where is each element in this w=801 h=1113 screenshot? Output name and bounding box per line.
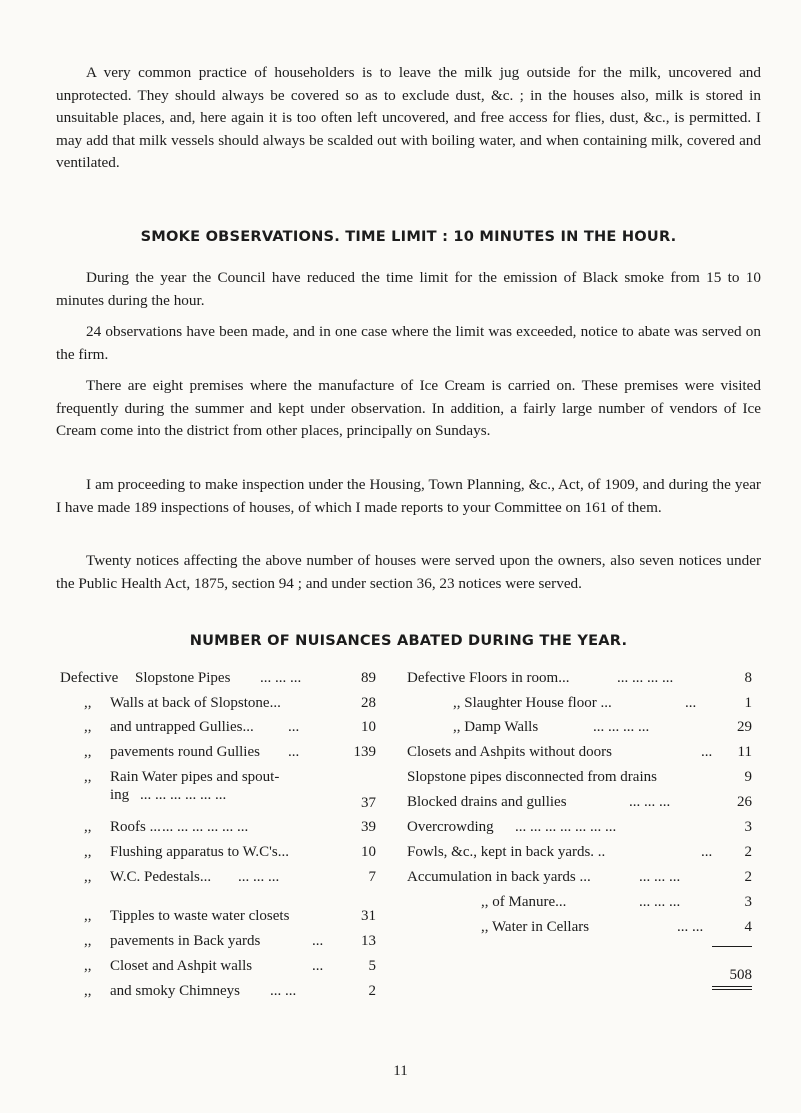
leader-dots: ... [701, 744, 713, 760]
paragraph-smoke-limit: During the year the Council have reduced the time limit for the emission of Black smoke from 15 to 10 minutes during the hour. [56, 269, 761, 309]
item-label: Closet and Ashpit walls [110, 958, 253, 974]
leader-dots: ... ... ... [260, 670, 302, 686]
item-value: 5 [368, 958, 376, 974]
item-label: Tipples to waste water closets [110, 908, 290, 924]
item-value: 4 [744, 919, 752, 935]
item-value: 29 [737, 719, 752, 735]
leader-dots: ... ... ... [238, 869, 280, 885]
item-value: 2 [744, 869, 752, 885]
item-label: Flushing apparatus to W.C's... [110, 844, 289, 860]
leader-dots: ... [685, 695, 697, 711]
item-value: 139 [353, 744, 376, 760]
ditto-mark: ,, [84, 869, 92, 885]
paragraph-ice-cream: There are eight premises where the manufacture of Ice Cream is carried on. These premises were visited frequently during the summer and kept under observation. In addition, a fairly large number of vendors of Ice Cream come into the district from other places, principally on Sundays. [56, 377, 761, 440]
ditto-mark: ,, [84, 819, 92, 835]
item-value: 39 [361, 819, 376, 835]
ditto-mark: ,, [84, 983, 92, 999]
leader-dots: ... [312, 933, 324, 949]
item-label: Blocked drains and gullies [407, 794, 567, 810]
ditto-mark: ,, [84, 769, 92, 785]
leader-dots: ... ... ... ... ... ... [140, 787, 227, 803]
leader-dots: ... ... ... [639, 894, 681, 910]
ditto-mark: ,, [84, 719, 92, 735]
ditto-mark: ,, [84, 844, 92, 860]
item-value: 1 [744, 695, 752, 711]
ditto-mark: ,, [84, 908, 92, 924]
item-value: 11 [737, 744, 752, 760]
item-label: Roofs ... [110, 819, 161, 835]
item-value: 10 [361, 844, 376, 860]
leader-dots: ... ... ... ... ... ... ... [515, 819, 617, 835]
total-value: 508 [729, 967, 752, 983]
item-label: and untrapped Gullies... [110, 719, 254, 735]
leader-dots: ... ... ... [629, 794, 671, 810]
item-value: 9 [744, 769, 752, 785]
ditto-mark: ,, [84, 958, 92, 974]
item-label: and smoky Chimneys [110, 983, 240, 999]
item-value: 28 [361, 695, 376, 711]
item-label: Defective Floors in room... [407, 670, 570, 686]
page-number: 11 [393, 1063, 408, 1079]
leader-dots: ... [312, 958, 324, 974]
item-value: 8 [744, 670, 752, 686]
item-value: 2 [368, 983, 376, 999]
item-label: Fowls, &c., kept in back yards. .. [407, 844, 606, 860]
leader-dots: ... ... [270, 983, 297, 999]
item-value: 3 [744, 819, 752, 835]
item-value: 89 [361, 670, 376, 686]
item-value: 10 [361, 719, 376, 735]
item-label: pavements in Back yards [110, 933, 261, 949]
paragraph-housing-inspections: I am proceeding to make inspection under the Housing, Town Planning, &c., Act, of 1909, and during the year I have made 189 inspections of houses, of which I made reports to your Committee on 161 of them. [56, 476, 761, 516]
item-value: 2 [744, 844, 752, 860]
ditto-mark: ,, [84, 933, 92, 949]
item-label: ,, of Manure... [481, 894, 567, 910]
ditto-mark: ,, [84, 695, 92, 711]
total-double-rule-top [712, 986, 752, 987]
item-label: W.C. Pedestals... [110, 869, 212, 885]
leader-dots: ... [701, 844, 713, 860]
item-value: 31 [361, 908, 376, 924]
heading-nuisances-abated: NUMBER OF NUISANCES ABATED DURING THE YEAR. [189, 632, 628, 649]
leader-dots: ... ... [677, 919, 704, 935]
leader-dots: ... [288, 719, 300, 735]
heading-smoke-observations: SMOKE OBSERVATIONS. TIME LIMIT : 10 MINUTES IN THE HOUR. [140, 228, 677, 245]
item-value: 7 [368, 869, 376, 885]
paragraph-notices: Twenty notices affecting the above number of houses were served upon the owners, also seven notices under the Public Health Act, 1875, section 94 ; and under section 36, 23 notices were served. [56, 552, 761, 592]
item-value: 3 [744, 894, 752, 910]
ditto-mark: ,, [84, 744, 92, 760]
item-label: Closets and Ashpits without doors [407, 744, 613, 760]
item-value: 13 [361, 933, 376, 949]
leader-dots: ... ... ... ... [617, 670, 674, 686]
item-label: ,, Damp Walls [453, 719, 539, 735]
leader-dots: ... ... ... [639, 869, 681, 885]
item-label: pavements round Gullies [110, 744, 260, 760]
item-label: Overcrowding [407, 819, 494, 835]
item-label: Slopstone Pipes [135, 670, 231, 686]
item-label: ,, Water in Cellars [481, 919, 590, 935]
row-prefix: Defective [60, 670, 119, 686]
leader-dots: ... ... ... ... ... ... [162, 819, 249, 835]
sum-rule [712, 946, 752, 947]
item-value: 37 [361, 795, 376, 811]
item-label: ,, Slaughter House floor ... [453, 695, 612, 711]
leader-dots: ... ... ... ... [593, 719, 650, 735]
item-value: 26 [737, 794, 752, 810]
item-label: Accumulation in back yards ... [407, 869, 591, 885]
item-label-continued: ing [110, 787, 130, 803]
item-label: Walls at back of Slopstone... [110, 695, 281, 711]
item-label: Slopstone pipes disconnected from drains [407, 769, 657, 785]
leader-dots: ... [288, 744, 300, 760]
paragraph-milk: A very common practice of householders is to leave the milk jug outside for the milk, uncovered and unprotected. They should always be covered so as to exclude dust, &c. ; in the houses also, milk is stored in unsuitable places, and, here again it is too often left uncovered, and free access for flies, dust, &c., is permitted. I may add that milk vessels should always be scalded out with boiling water, and when containing milk, covered and ventilated. [56, 64, 761, 172]
item-label: Rain Water pipes and spout- [110, 769, 280, 785]
total-double-rule-bottom [712, 989, 752, 990]
paragraph-observations: 24 observations have been made, and in one case where the limit was exceeded, notice to abate was served on the firm. [56, 323, 761, 363]
